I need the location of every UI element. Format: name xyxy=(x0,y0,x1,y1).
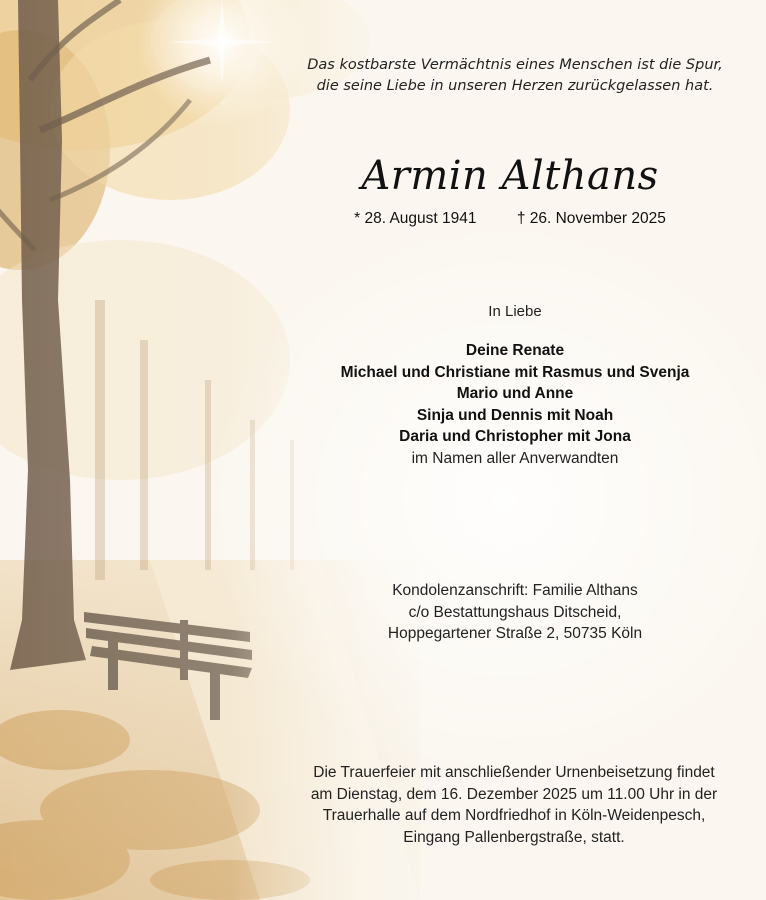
life-dates xyxy=(330,208,690,230)
condolence-line-3: Hoppegartener Straße 2, 50735 Köln xyxy=(387,625,643,643)
ceremony-line-3: Trauerhalle auf dem Nordfriedhof in Köln-Weidenpesch, xyxy=(322,807,706,825)
mourners-closing: im Namen aller Anverwandten xyxy=(411,449,619,467)
ceremony-info xyxy=(282,762,746,848)
ceremony-line-2: am Dienstag, dem 16. Dezember 2025 um 11.00 Uhr in der xyxy=(310,785,718,803)
mourners-list xyxy=(300,340,730,470)
birth-date: * 28. August 1941 xyxy=(354,210,477,227)
ceremony-line-1: Die Trauerfeier mit anschließender Urnenbeisetzung findet xyxy=(313,764,715,781)
deceased-name: Armin Althans xyxy=(361,153,659,199)
mourners-intro: In Liebe xyxy=(488,303,542,320)
mourner-name: Michael und Christiane mit Rasmus und Svenja xyxy=(340,363,690,381)
mourner-name: Deine Renate xyxy=(465,342,565,359)
condolence-line-2: c/o Bestattungshaus Ditscheid, xyxy=(408,603,622,621)
mourner-name: Mario und Anne xyxy=(456,385,574,403)
memorial-quote xyxy=(250,55,766,97)
mourner-name: Sinja und Dennis mit Noah xyxy=(416,406,614,424)
condolence-line-1: Kondolenzanschrift: Familie Althans xyxy=(392,582,638,599)
quote-line-2: die seine Liebe in unseren Herzen zurückgelassen hat. xyxy=(316,78,714,94)
death-date: † 26. November 2025 xyxy=(516,210,666,227)
ceremony-line-4: Eingang Pallenbergstraße, statt. xyxy=(403,828,625,846)
mourner-name: Daria und Christopher mit Jona xyxy=(399,428,631,446)
condolence-address xyxy=(330,580,700,645)
quote-line-1: Das kostbarste Vermächtnis eines Menschen ist die Spur, xyxy=(307,57,723,73)
